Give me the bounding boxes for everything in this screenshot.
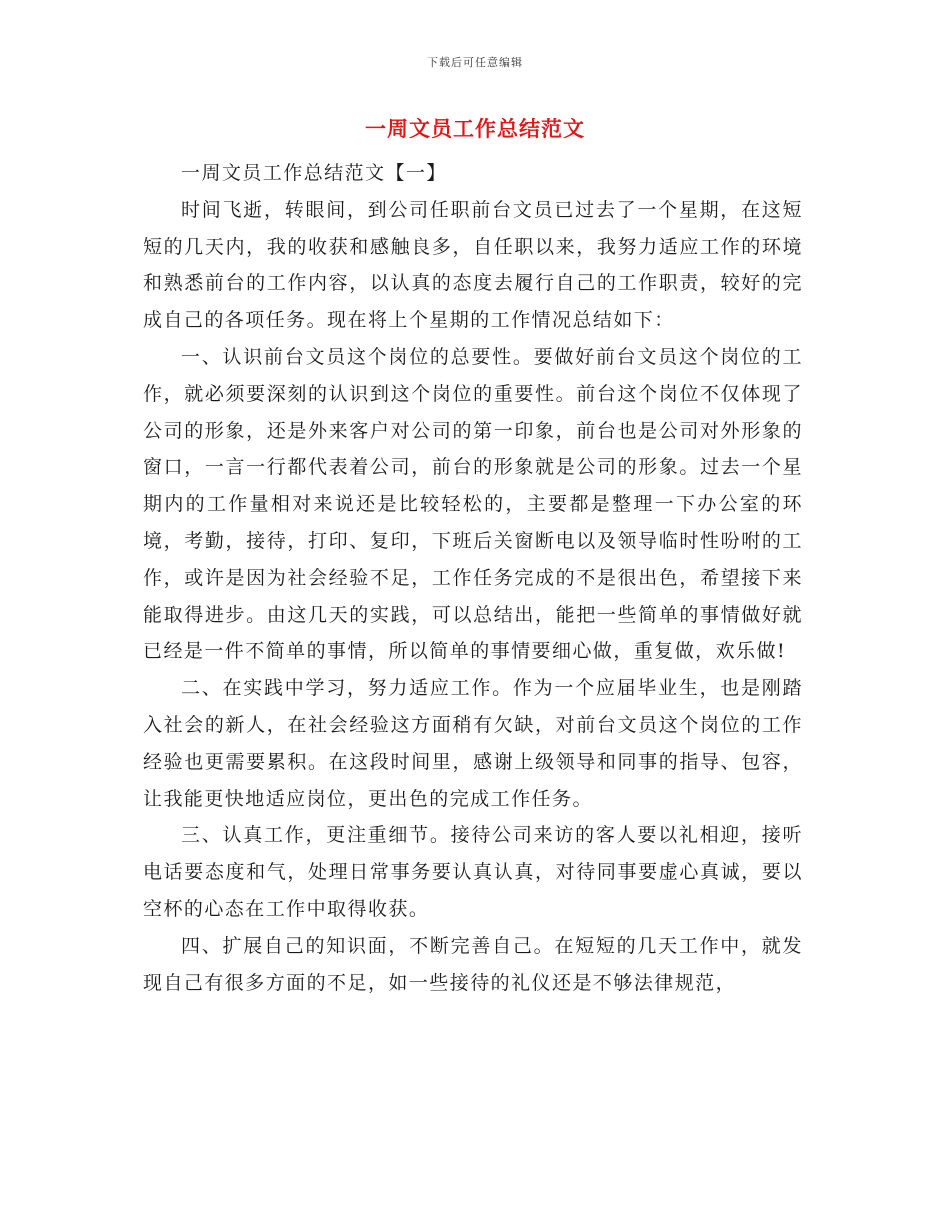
- document-body: [143, 155, 803, 1001]
- paragraph-intro: 时间飞逝，转眼间，到公司任职前台文员已过去了一个星期，在这短短的几天内，我的收获和感触良多，自任职以来，我努力适应工作的环境和熟悉前台的工作内容，以认真的态度去履行自己的工作职责，较好的完成自己的各项任务。现在将上个星期的工作情况总结如下：: [143, 198, 803, 332]
- section-heading: 一周文员工作总结范文【一】: [181, 162, 447, 184]
- header-note: 下载后可任意编辑: [427, 56, 523, 69]
- paragraph-point-1: 一、认识前台文员这个岗位的总要性。要做好前台文员这个岗位的工作，就必须要深刻的认识到这个岗位的重要性。前台这个岗位不仅体现了公司的形象，还是外来客户对公司的第一印象，前台也是公司对外形象的窗口，一言一行都代表着公司，前台的形象就是公司的形象。过去一个星期内的工作量相对来说还是比较轻松的，主要都是整理一下办公室的环境，考勤，接待，打印、复印，下班后关窗断电以及领导临时性吩咐的工作，或许是因为社会经验不足，工作任务完成的不是很出色，希望接下来能取得进步。由这几天的实践，可以总结出，能把一些简单的事情做好就已经是一件不简单的事情，所以简单的事情要细心做，重复做，欢乐做!: [143, 345, 803, 663]
- paragraph-point-2: 二、在实践中学习，努力适应工作。作为一个应届毕业生，也是刚踏入社会的新人，在社会经验这方面稍有欠缺，对前台文员这个岗位的工作经验也更需要累积。在这段时间里，感谢上级领导和同事的指导、包容，让我能更快地适应岗位，更出色的完成工作任务。: [143, 677, 803, 810]
- paragraph-point-4: 四、扩展自己的知识面，不断完善自己。在短短的几天工作中，就发现自己有很多方面的不足，如一些接待的礼仪还是不够法律规范，: [143, 934, 803, 994]
- paragraph-point-3: 三、认真工作，更注重细节。接待公司来访的客人要以礼相迎，接听电话要态度和气，处理日常事务要认真认真，对待同事要虚心真诚，要以空杯的心态在工作中取得收获。: [143, 824, 803, 920]
- document-title: 一周文员工作总结范文: [365, 116, 585, 141]
